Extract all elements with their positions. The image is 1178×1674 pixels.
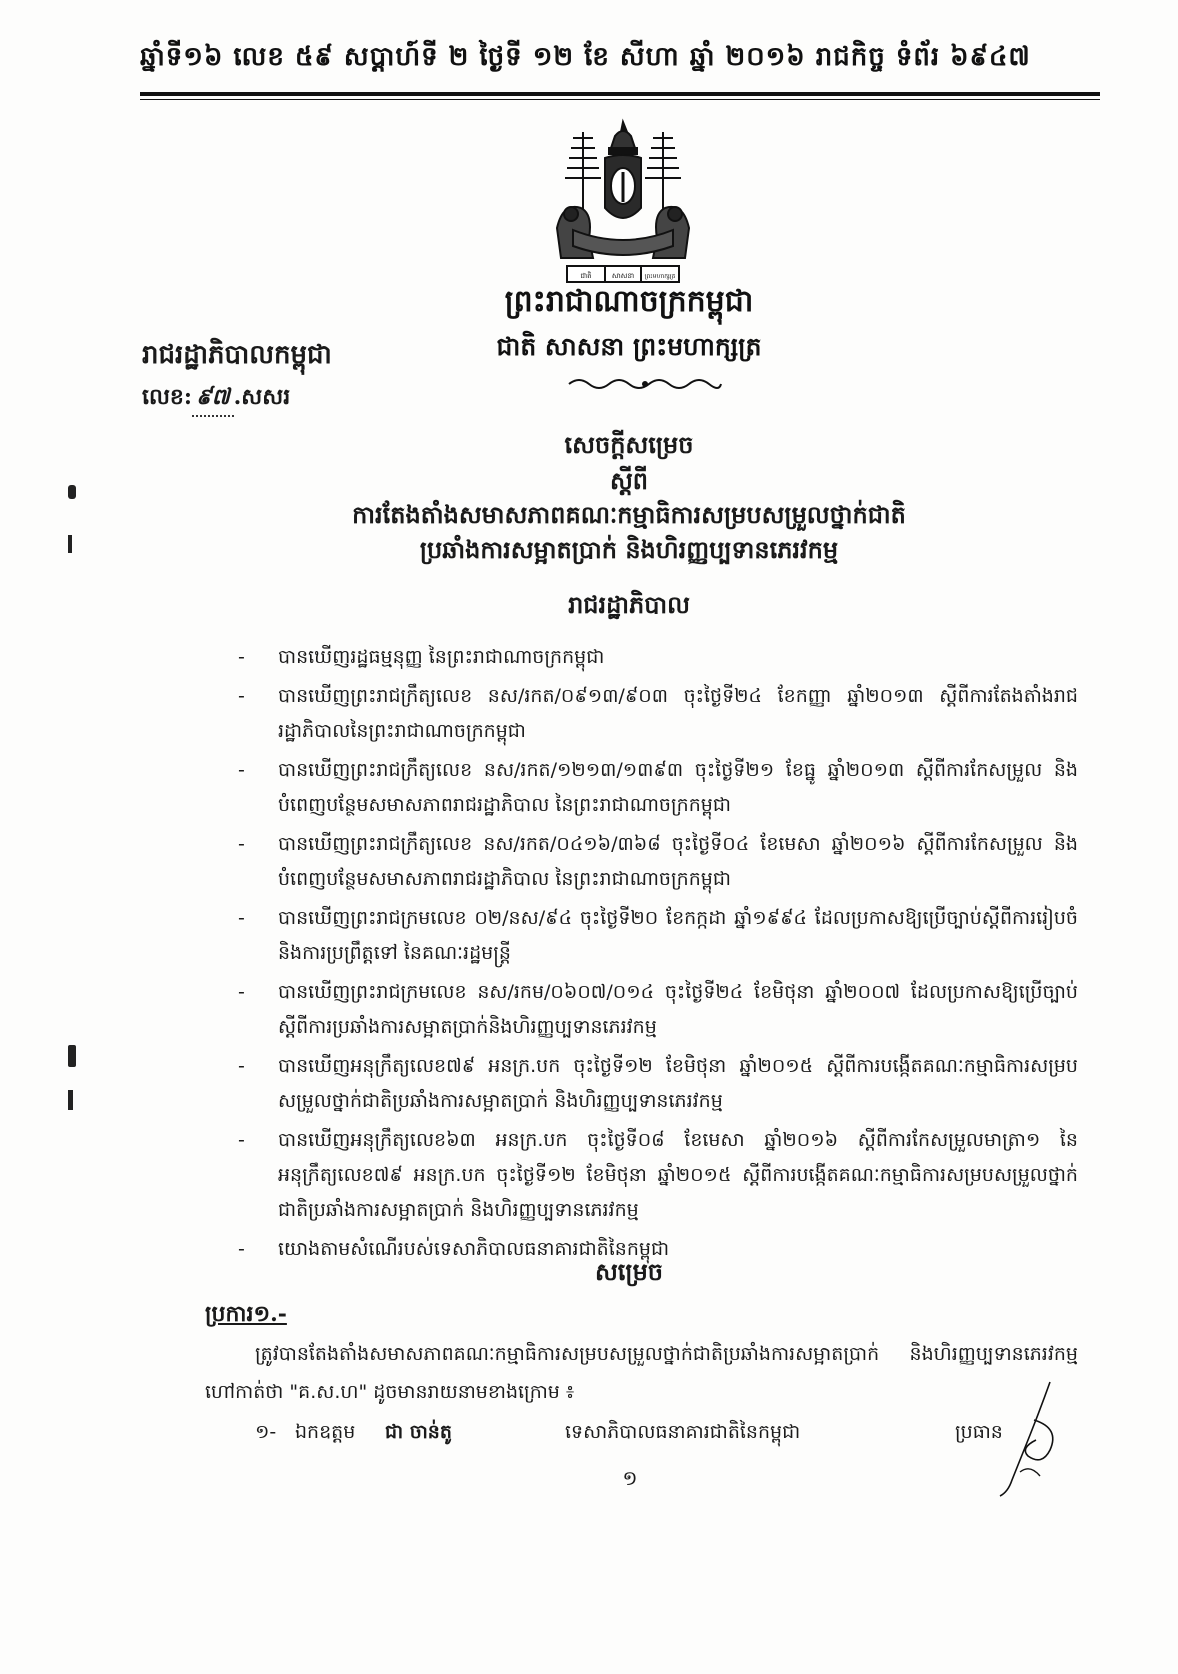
about-label: ស្តីពី bbox=[609, 466, 649, 495]
consideration-item: - បានឃើញព្រះរាជក្រឹត្យលេខ នស/រកត/១២១៣/១៣៩៣ ចុះថ្ងៃទី២១ ខែធ្នូ ឆ្នាំ២០១៣ ស្តីពីការកែសម្រួល និងបំពេញបន្ថែមសមាសភាពរាជរដ្ឋាភិបាល នៃព្រះរាជាណាចក្រកម្ពុជា bbox=[238, 759, 1078, 816]
subject-line-2: ប្រឆាំងការសម្អាតប្រាក់ និងហិរញ្ញប្បទានភេរវកម្ម bbox=[419, 535, 839, 564]
page-number: ១ bbox=[622, 1466, 638, 1490]
ornament-divider-icon bbox=[565, 376, 725, 390]
consideration-item: - បានឃើញព្រះរាជក្រឹត្យលេខ នស/រកត/០៤១៦/៣៦៨ ចុះថ្ងៃទី០៤ ខែមេសា ឆ្នាំ២០១៦ ស្តីពីការកែសម្រួល និងបំពេញបន្ថែមសមាសភាពរាជរដ្ឋាភិបាល នៃព្រះរាជាណាចក្រកម្ពុជា bbox=[238, 833, 1078, 890]
consideration-item: - យោងតាមសំណើរបស់ទេសាភិបាលធនាគារជាតិនៃកម្ពុជា bbox=[238, 1238, 670, 1260]
reference-number bbox=[142, 383, 290, 417]
member-title: ឯកឧត្តម bbox=[295, 1421, 356, 1443]
member-name: ជា ចាន់តូ bbox=[385, 1421, 452, 1443]
royal-coat-of-arms-icon bbox=[543, 118, 703, 293]
svg-text:ព្រះមហាក្សត្រ: ព្រះមហាក្សត្រ bbox=[644, 273, 676, 280]
subject-line-1: ការតែងតាំងសមាសភាពគណៈកម្មាធិការសម្របសម្រួលថ្នាក់ជាតិ bbox=[352, 500, 906, 529]
scan-margin-mark bbox=[68, 1090, 73, 1110]
ref-number: ៩៧ bbox=[192, 383, 234, 417]
consideration-item: - បានឃើញអនុក្រឹត្យលេខ៦៣ អនក្រ.បក ចុះថ្ងៃទី០៨ ខែមេសា ឆ្នាំ២០១៦ ស្តីពីការកែសម្រួលមាត្រា១ នៃអនុក្រឹត្យលេខ៧៩ អនក្រ.បក ចុះថ្ងៃទី១២ ខែមិថុនា ឆ្នាំ២០១៥ ស្តីពីការបង្កើតគណៈកម្មាធិការសម្របសម្រួលថ្នាក់ជាតិប្រឆាំងការសម្អាតប្រាក់ និងហិរញ្ញប្បទានភេរវកម្ម bbox=[238, 1129, 1078, 1221]
article-heading: ប្រការ១.- bbox=[205, 1301, 287, 1327]
decides-heading: សម្រេច bbox=[594, 1257, 664, 1286]
consideration-item: - បានឃើញព្រះរាជក្រមលេខ នស/រកម/០៦០៧/០១៤ ចុះថ្ងៃទី២៤ ខែមិថុនា ឆ្នាំ២០០៧ ដែលប្រកាសឱ្យប្រើច្បាប់ស្តីពីការប្រឆាំងការសម្អាតប្រាក់និងហិរញ្ញប្បទានភេរវកម្ម bbox=[238, 981, 1078, 1038]
kingdom-motto: ជាតិ សាសនា ព្រះមហាក្សត្រ bbox=[496, 332, 762, 361]
consideration-item: - បានឃើញព្រះរាជក្រមលេខ ០២/នស/៩៤ ចុះថ្ងៃទី២០ ខែកក្កដា ឆ្នាំ១៩៩៤ ដែលប្រកាសឱ្យប្រើច្បាប់ស្តីពីការរៀបចំនិងការប្រព្រឹត្តទៅ នៃគណៈរដ្ឋមន្ត្រី bbox=[238, 907, 1078, 964]
svg-text:ជាតិ: ជាតិ bbox=[580, 272, 592, 280]
ref-prefix: លេខ: bbox=[142, 384, 193, 410]
scan-margin-mark bbox=[68, 1045, 76, 1067]
gazette-header: ឆ្នាំទី១៦ លេខ ៥៩ សប្តាហ៍ទី ២ ថ្ងៃទី ១២ ខែ សីហា ឆ្នាំ ២០១៦ រាជកិច្ច ទំព័រ ៦៩៤៧ bbox=[140, 42, 1031, 72]
consideration-item: - បានឃើញព្រះរាជក្រឹត្យលេខ នស/រកត/០៩១៣/៩០៣ ចុះថ្ងៃទី២៤ ខែកញ្ញា ឆ្នាំ២០១៣ ស្តីពីការតែងតាំងរាជរដ្ឋាភិបាលនៃព្រះរាជាណាចក្រកម្ពុជា bbox=[238, 685, 1078, 742]
royal-government-heading: រាជរដ្ឋាភិបាល bbox=[568, 590, 690, 619]
considerations-list bbox=[238, 640, 1078, 1271]
issuer-label: រាជរដ្ឋាភិបាលកម្ពុជា bbox=[142, 340, 332, 370]
scan-margin-mark bbox=[68, 485, 76, 499]
member-organization: ទេសាភិបាលធនាគារជាតិនៃកម្ពុជា bbox=[565, 1421, 801, 1443]
header-rule-thick bbox=[140, 92, 1100, 96]
member-number: ១- bbox=[255, 1421, 277, 1443]
header-rule-thin bbox=[140, 99, 1100, 100]
svg-text:សាសនា: សាសនា bbox=[611, 272, 635, 280]
scan-margin-mark bbox=[68, 535, 72, 553]
kingdom-name: ព្រះរាជាណាចក្រកម្ពុជា bbox=[504, 284, 754, 319]
initial-signature-icon bbox=[990, 1380, 1070, 1500]
consideration-item: - បានឃើញរដ្ឋធម្មនុញ្ញ នៃព្រះរាជាណាចក្រកម្ពុជា bbox=[238, 646, 605, 668]
member-role: ប្រធាន bbox=[955, 1421, 1003, 1443]
ref-suffix: .សសរ bbox=[233, 384, 291, 410]
article-body: ត្រូវបានតែងតាំងសមាសភាពគណៈកម្មាធិការសម្របសម្រួលថ្នាក់ជាតិប្រឆាំងការសម្អាតប្រាក់ និងហិរញ្ញប្បទានភេរវកម្ម ហៅកាត់ថា "គ.ស.ហ" ដូចមានរាយនាមខាងក្រោម ៖ bbox=[205, 1343, 1078, 1403]
consideration-item: - បានឃើញអនុក្រឹត្យលេខ៧៩ អនក្រ.បក ចុះថ្ងៃទី១២ ខែមិថុនា ឆ្នាំ២០១៥ ស្តីពីការបង្កើតគណៈកម្មាធិការសម្របសម្រួលថ្នាក់ជាតិប្រឆាំងការសម្អាតប្រាក់ និងហិរញ្ញប្បទានភេរវកម្ម bbox=[238, 1055, 1078, 1112]
decision-title: សេចក្តីសម្រេច bbox=[564, 430, 694, 459]
